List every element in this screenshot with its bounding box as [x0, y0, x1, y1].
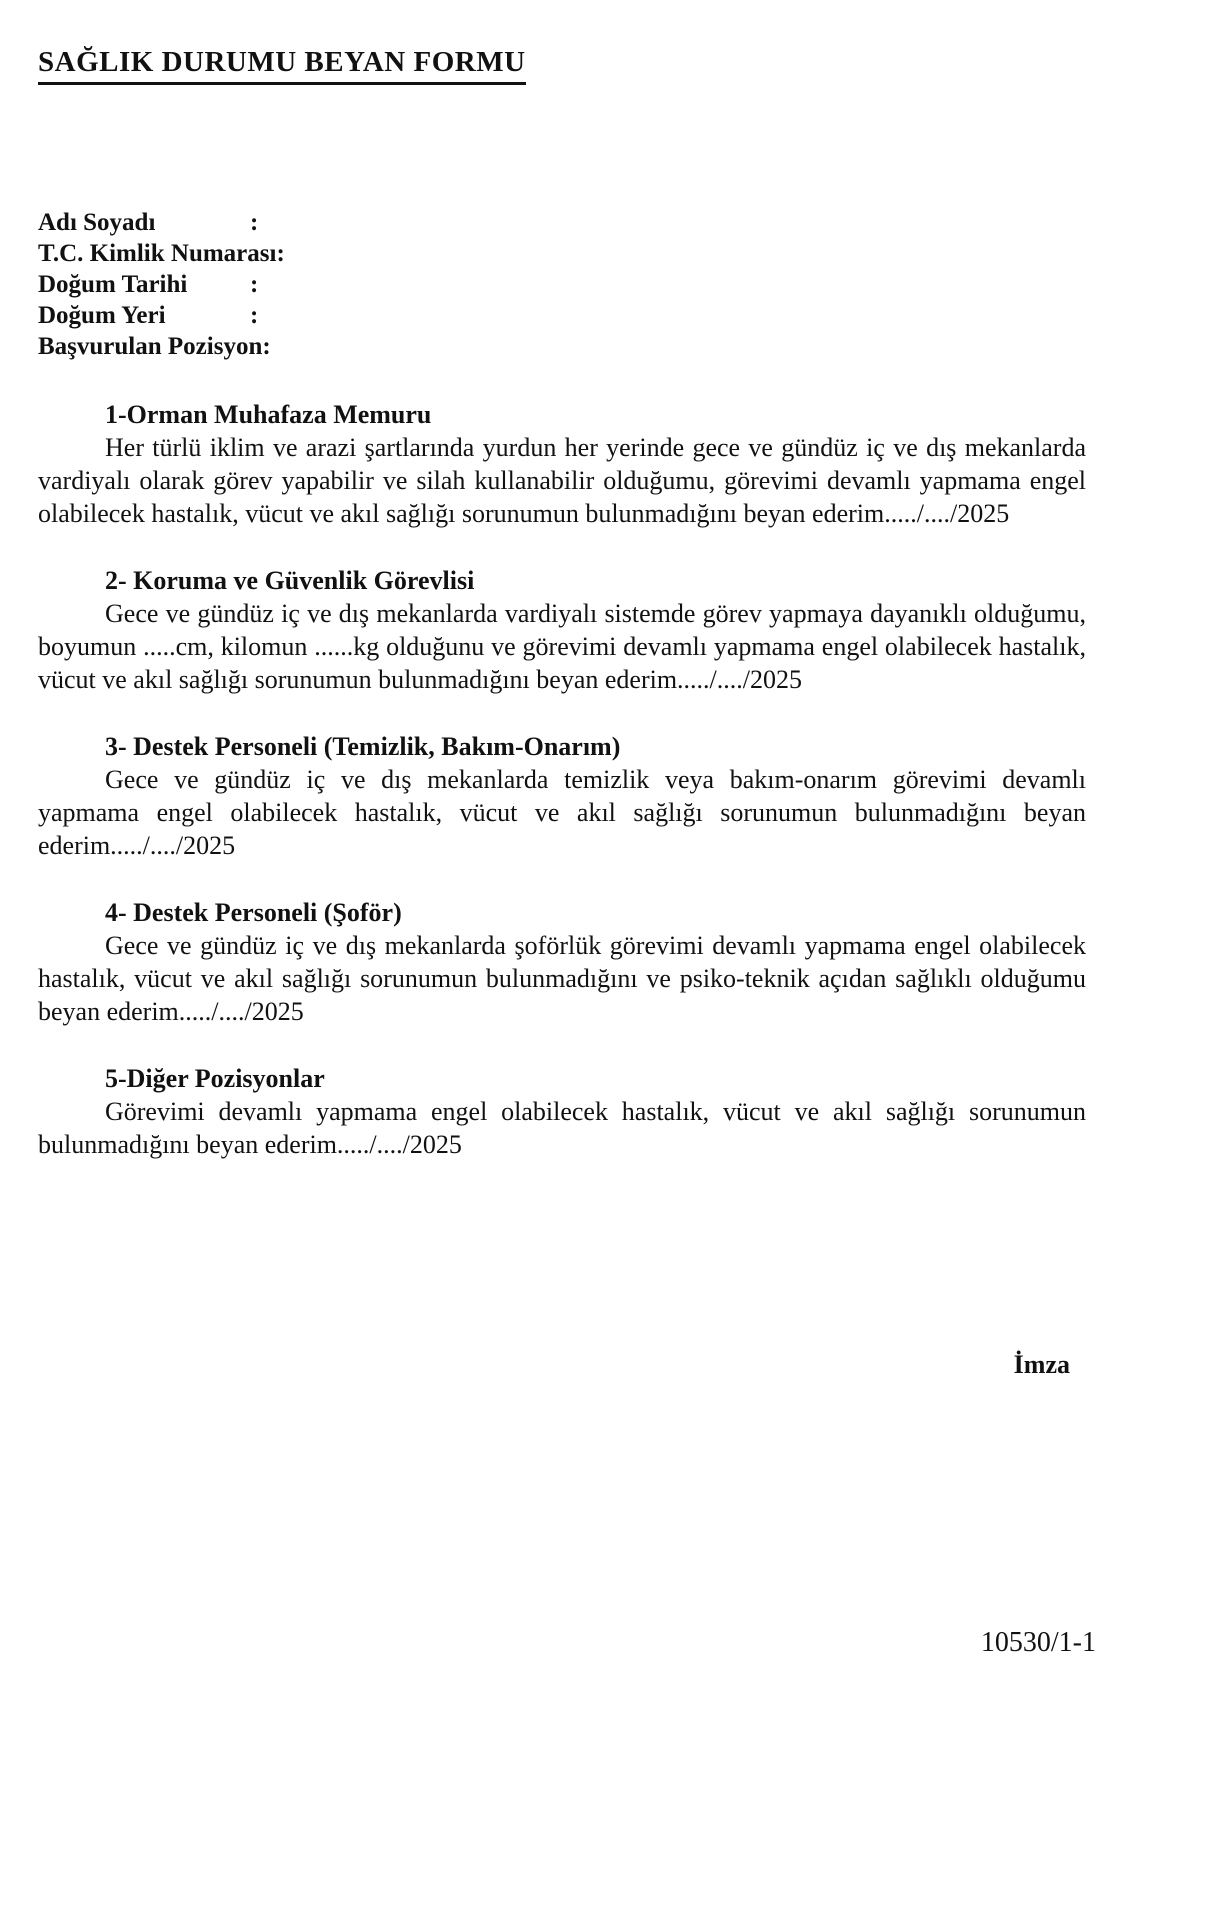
field-tc-kimlik-label: T.C. Kimlik Numarası — [38, 240, 277, 267]
section-orman-muhafaza-memuru — [38, 398, 1086, 530]
field-adi-soyadi-label: Adı Soyadı — [38, 209, 156, 236]
page-title: SAĞLIK DURUMU BEYAN FORMU — [38, 46, 526, 85]
section-1-body: Her türlü iklim ve arazi şartlarında yurdun her yerinde gece ve gündüz iç ve dış mekanlarda vardiyalı olarak görev yapabilir ve silah kullanabilir olduğumu, görevimi devamlı yapmama engel olabilecek hastalık, vücut ve akıl sağlığı sorunumun bulunmadığını beyan ederim...../..../2025 — [38, 433, 1086, 528]
section-4-heading: 4- Destek Personeli (Şoför) — [105, 898, 402, 927]
field-tc-kimlik-colon: : — [276, 240, 285, 267]
section-5-heading: 5-Diğer Pozisyonlar — [105, 1064, 325, 1093]
field-dogum-yeri-colon: : — [250, 302, 259, 329]
section-5-body: Görevimi devamlı yapmama engel olabilecek hastalık, vücut ve akıl sağlığı sorunumun bulunmadığını beyan ederim...../..../2025 — [38, 1097, 1086, 1159]
section-destek-personeli-sofor — [38, 896, 1086, 1028]
section-destek-personeli-temizlik — [38, 730, 1086, 862]
field-basvurulan-pozisyon-colon: : — [262, 333, 271, 360]
field-dogum-tarihi-colon: : — [250, 271, 259, 298]
field-dogum-yeri — [38, 300, 1086, 331]
field-adi-soyadi-colon: : — [250, 209, 259, 236]
field-basvurulan-pozisyon-label: Başvurulan Pozisyon — [38, 333, 263, 360]
identity-fields — [38, 207, 1086, 362]
section-koruma-guvenlik-gorevlisi — [38, 564, 1086, 696]
section-3-heading: 3- Destek Personeli (Temizlik, Bakım-Onarım) — [105, 732, 621, 761]
section-diger-pozisyonlar — [38, 1062, 1086, 1161]
field-dogum-tarihi — [38, 269, 1086, 300]
declaration-sections — [38, 398, 1086, 1161]
section-3-body: Gece ve gündüz iç ve dış mekanlarda temizlik veya bakım-onarım görevimi devamlı yapmama engel olabilecek hastalık, vücut ve akıl sağlığı sorunumun bulunmadığını beyan ederim...../..../2025 — [38, 765, 1086, 860]
field-basvurulan-pozisyon — [38, 331, 1086, 362]
signature-label: İmza — [1013, 1350, 1070, 1379]
section-2-heading: 2- Koruma ve Güvenlik Görevlisi — [105, 566, 475, 595]
section-4-body: Gece ve gündüz iç ve dış mekanlarda şoförlük görevimi devamlı yapmama engel olabilecek hastalık, vücut ve akıl sağlığı sorunumun bulunmadığını ve psiko-teknik açıdan sağlıklı olduğumu beyan ederim...../..../2025 — [38, 931, 1086, 1026]
field-tc-kimlik — [38, 238, 1086, 269]
field-dogum-tarihi-label: Doğum Tarihi — [38, 271, 188, 298]
footer-code: 10530/1-1 — [980, 1627, 1096, 1658]
field-adi-soyadi — [38, 207, 1086, 238]
section-1-heading: 1-Orman Muhafaza Memuru — [105, 400, 432, 429]
section-2-body: Gece ve gündüz iç ve dış mekanlarda vardiyalı sistemde görev yapmaya dayanıklı olduğumu, boyumun .....cm, kilomun ......kg olduğunu ve görevimi devamlı yapmama engel olabilecek hastalık, vücut ve akıl sağlığı sorunumun bulunmadığını beyan ederim...../..../2025 — [38, 599, 1086, 694]
field-dogum-yeri-label: Doğum Yeri — [38, 302, 166, 329]
